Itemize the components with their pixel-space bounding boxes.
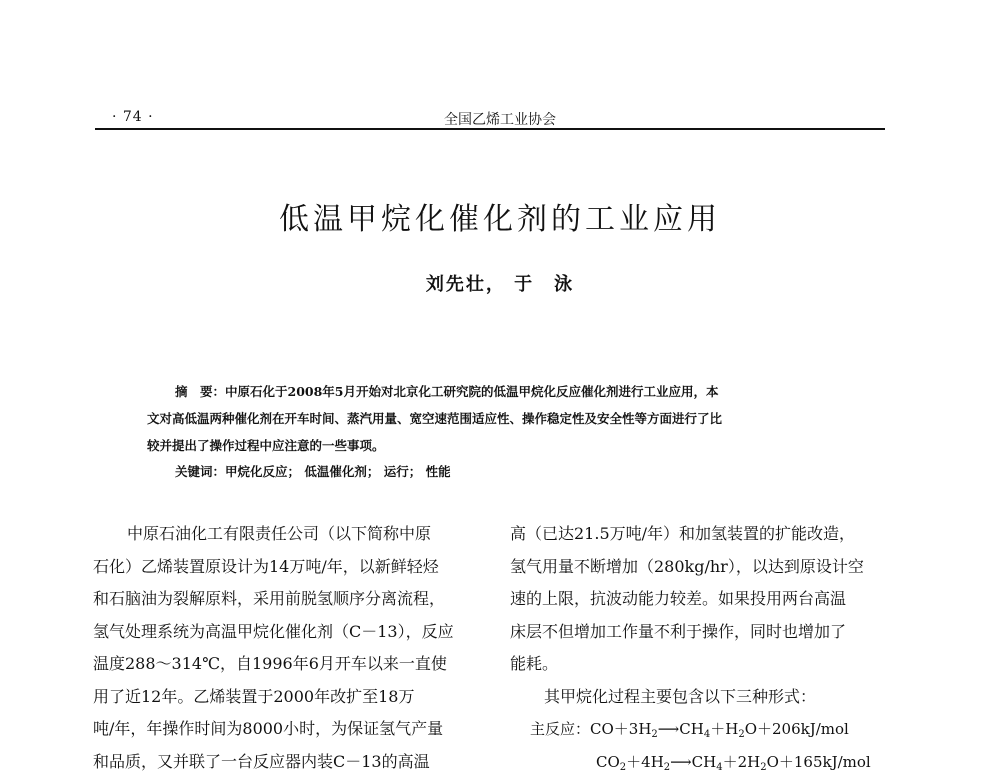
body-left-line: 温度288～314℃，自1996年6月开车以来一直使	[93, 648, 483, 681]
body-right-line: 能耗。	[510, 648, 900, 681]
keywords-label: 关键词	[175, 464, 213, 479]
body-right-line: 床层不但增加工作量不利于操作，同时也增加了	[510, 616, 900, 649]
keywords-text: ：甲烷化反应； 低温催化剂； 运行； 性能	[213, 464, 451, 479]
body-right-line: 氢气用量不断增加（280kg/hr），以达到原设计空	[510, 551, 900, 584]
body-left-line: 和品质，又并联了一台反应器内装C－13的高温	[93, 746, 483, 778]
body-right-line: 速的上限，抗波动能力较差。如果投用两台高温	[510, 583, 900, 616]
author-list: 刘先壮， 于 泳	[380, 270, 620, 296]
equation-main-reaction: 主反应：$CO+3H_2⟶CH_4+H_2O+206kJ$/mol	[510, 713, 900, 746]
body-left-line: 和石脑油为裂解原料，采用前脱氢顺序分离流程，	[93, 583, 483, 616]
body-right-line: 其甲烷化过程主要包含以下三种形式：	[510, 681, 900, 714]
page-number: · 74 ·	[112, 109, 154, 125]
body-left-line: 用了近12年。乙烯装置于2000年改扩至18万	[93, 681, 483, 714]
equation-co2-reaction: $CO_2+4H_2⟶CH_4+2H_2O+165kJ$/mol	[510, 746, 900, 778]
equation-label: 主反应：	[530, 720, 590, 738]
abstract-text-1: ：中原石化于2008年5月开始对北京化工研究院的低温甲烷化反应催化剂进行工业应用，本	[213, 384, 719, 399]
body-right-column	[510, 518, 900, 778]
keywords-line	[175, 462, 451, 480]
body-left-line: 氢气处理系统为高温甲烷化催化剂（C－13），反应	[93, 616, 483, 649]
journal-name: 全国乙烯工业协会	[400, 109, 600, 129]
header-rule	[95, 128, 885, 130]
abstract-line-2: 文对高低温两种催化剂在开车时间、蒸汽用量、宽空速范围适应性、操作稳定性及安全性等方面进行了比	[147, 405, 847, 432]
body-left-line: 中原石油化工有限责任公司（以下简称中原	[93, 518, 483, 551]
abstract-label: 摘 要	[175, 384, 213, 399]
abstract-line-3: 较并提出了操作过程中应注意的一些事项。	[147, 432, 847, 459]
abstract-line-1	[147, 378, 847, 405]
body-left-column	[93, 518, 483, 778]
body-left-line: 吨/年，年操作时间为8000小时，为保证氢气产量	[93, 713, 483, 746]
paper-title: 低温甲烷化催化剂的工业应用	[150, 194, 850, 238]
abstract-block	[147, 378, 847, 459]
body-left-line: 石化）乙烯装置原设计为14万吨/年，以新鲜轻烃	[93, 551, 483, 584]
body-right-line: 高（已达21.5万吨/年）和加氢装置的扩能改造，	[510, 518, 900, 551]
